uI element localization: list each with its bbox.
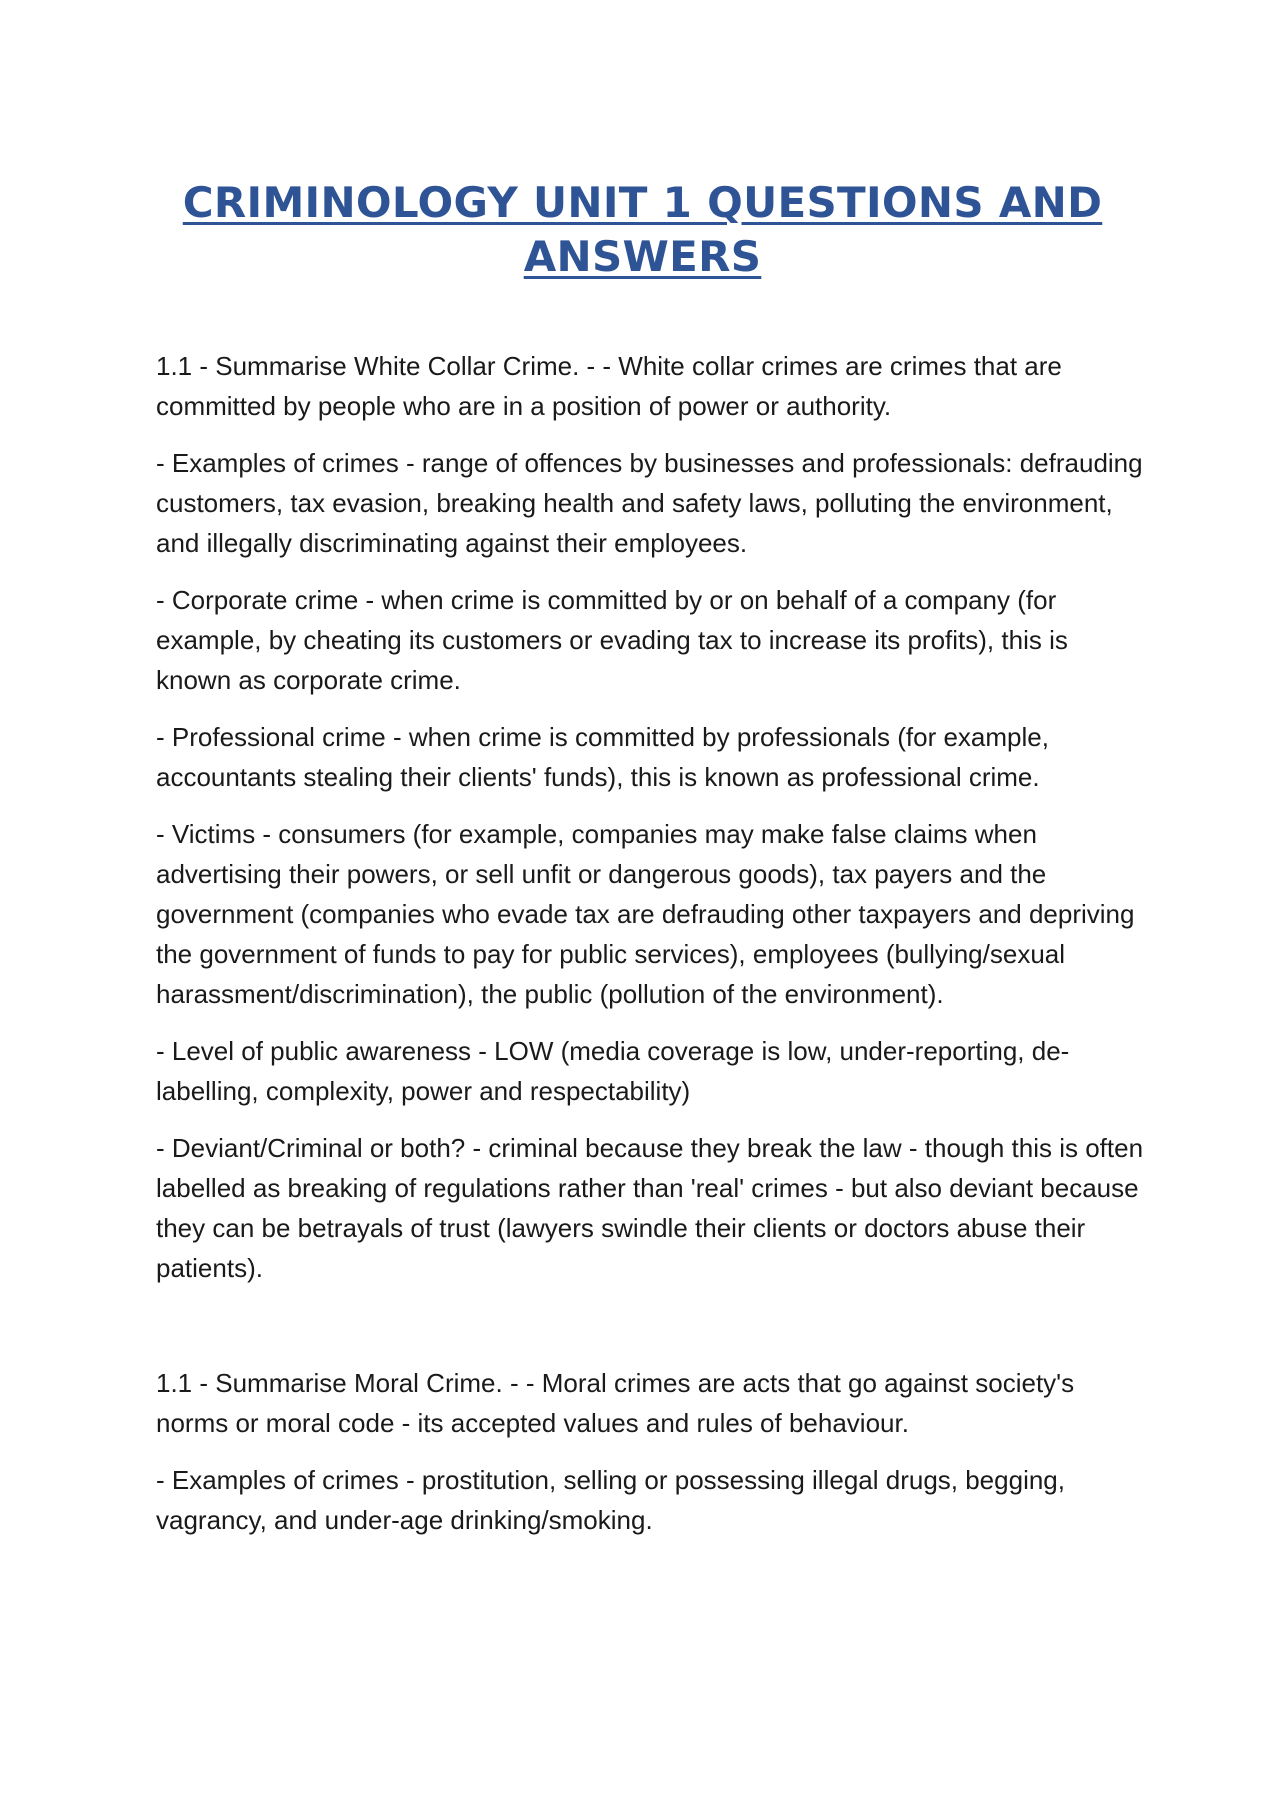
paragraph-moral-examples: - Examples of crimes - prostitution, selling or possessing illegal drugs, begging, vagrancy, and under-age drinking/smoking.: [156, 1465, 1065, 1535]
document-body: [156, 346, 1146, 1557]
paragraph-professional-crime: - Professional crime - when crime is committed by professionals (for example, accountants stealing their clients' funds), this is known as professional crime.: [156, 722, 1049, 792]
paragraph-white-collar-examples: - Examples of crimes - range of offences by businesses and professionals: defrauding customers, tax evasion, breaking health and safety laws, polluting the environment, and illegally discriminating against their employees.: [156, 448, 1143, 558]
paragraph-corporate-crime: - Corporate crime - when crime is committed by or on behalf of a company (for example, by cheating its customers or evading tax to increase its profits), this is known as corporate crime.: [156, 585, 1068, 695]
paragraph-victims: - Victims - consumers (for example, companies may make false claims when advertising their powers, or sell unfit or dangerous goods), tax payers and the government (companies who evade tax are defrauding other taxpayers and depriving the government of funds to pay for public services), employees (bullying/sexual harassment/discrimination), the public (pollution of the environment).: [156, 819, 1135, 1009]
paragraph-public-awareness: - Level of public awareness - LOW (media coverage is low, under-reporting, de-labelling, complexity, power and respectability): [156, 1036, 1070, 1106]
paragraph-moral-summary: 1.1 - Summarise Moral Crime. - - Moral crimes are acts that go against society's norms or moral code - its accepted values and rules of behaviour.: [156, 1368, 1075, 1438]
paragraph-white-collar-summary: 1.1 - Summarise White Collar Crime. - - White collar crimes are crimes that are committed by people who are in a position of power or authority.: [156, 351, 1062, 421]
paragraph-deviant-criminal: - Deviant/Criminal or both? - criminal because they break the law - though this is often labelled as breaking of regulations rather than 'real' crimes - but also deviant because they can be betrayals of trust (lawyers swindle their clients or doctors abuse their patients).: [156, 1133, 1144, 1283]
section-gap: [156, 1305, 1146, 1363]
document-title: CRIMINOLOGY UNIT 1 QUESTIONS AND ANSWERS: [182, 178, 1103, 281]
